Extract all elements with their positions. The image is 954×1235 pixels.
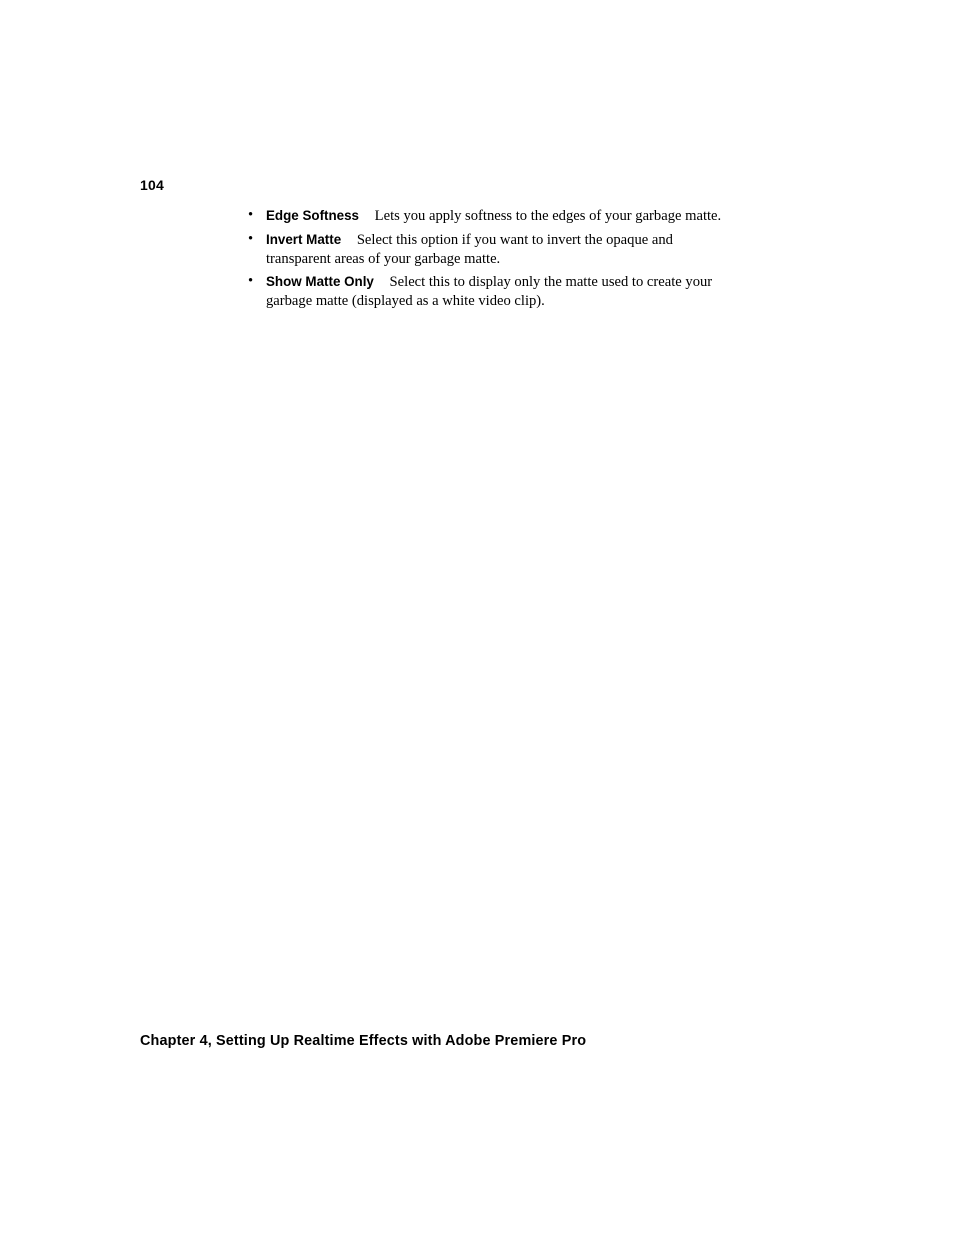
term-label: Show Matte Only <box>266 274 374 289</box>
list-item-edge-softness <box>248 206 728 226</box>
bullet-icon: • <box>248 273 254 289</box>
term-description: Lets you apply softness to the edges of your garbage matte. <box>374 208 722 224</box>
term-label: Invert Matte <box>266 232 342 247</box>
term-label: Edge Softness <box>266 208 360 223</box>
term-description: Select this option if you want to invert the opaque and transparent areas of your garbage matte. <box>266 232 673 267</box>
bullet-icon: • <box>248 207 254 223</box>
term-description: Select this to display only the matte used to create your garbage matte (displayed as a white video clip). <box>266 274 713 309</box>
chapter-footer: Chapter 4, Setting Up Realtime Effects with Adobe Premiere Pro <box>140 1033 587 1049</box>
bullet-icon: • <box>248 231 254 247</box>
list-item-show-matte-only <box>248 272 728 311</box>
list-item-invert-matte <box>248 230 728 269</box>
page-number: 104 <box>140 177 164 193</box>
option-list <box>248 206 728 315</box>
